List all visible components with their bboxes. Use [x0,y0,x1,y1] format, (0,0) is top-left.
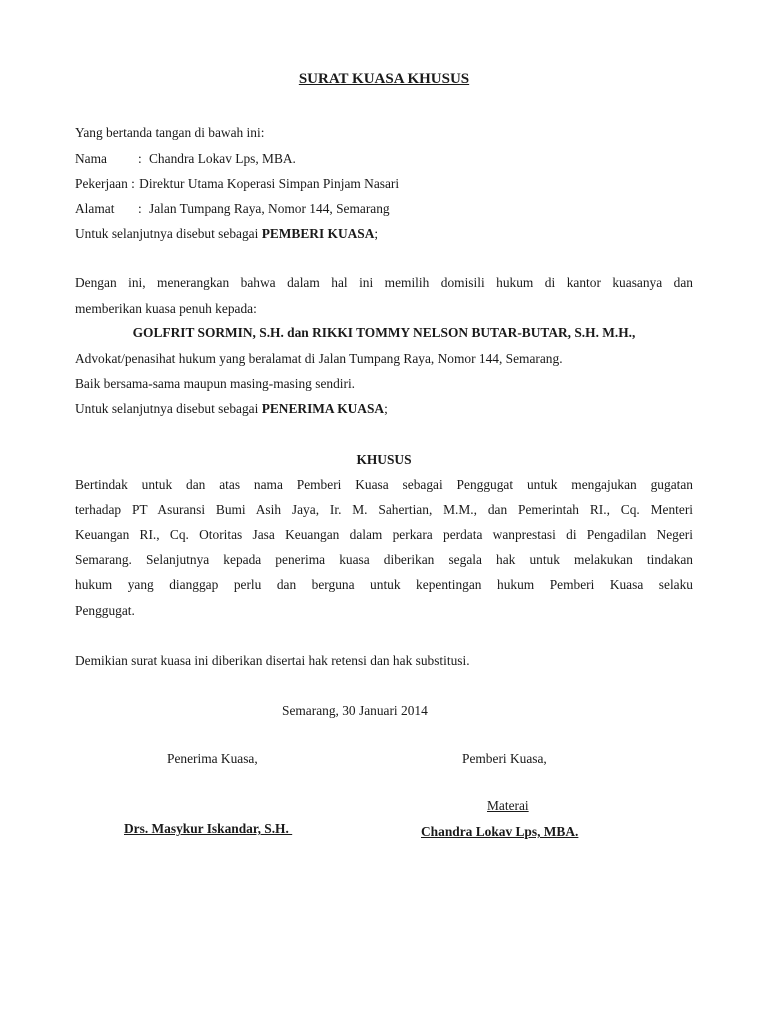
grantor-address-label: Alamat [75,201,115,216]
grantor-refer-prefix: Untuk selanjutnya disebut sebagai [75,226,262,241]
grantor-name-row [75,151,296,167]
special-line-2: terhadap PT Asuransi Bumi Asih Jaya, Ir. M. Sahertian, M.M., dan Pemerintah RI., Cq. Menteri [75,502,693,517]
intro-line: Yang bertanda tangan di bawah ini: [75,125,265,140]
statement-line-2: memberikan kuasa penuh kepada: [75,301,257,316]
grantor-address-sep: : [138,201,142,216]
grantor-address-row [75,201,390,217]
jointly-line: Baik bersama-sama maupun masing-masing sendiri. [75,376,356,391]
grantor-refer-bold: PEMBERI KUASA [261,226,375,241]
recipient-refer-suffix: ; [384,401,388,416]
grantor-address-value: Jalan Tumpang Raya, Nomor 144, Semarang [149,201,390,216]
closing-line: Demikian surat kuasa ini diberikan disertai hak retensi dan hak substitusi. [75,653,470,668]
special-line-3: Keuangan RI., Cq. Otoritas Jasa Keuangan dalam perkara perdata wanprestasi di Pengadilan Negeri [75,527,693,542]
grantor-name-label: Nama [75,151,107,166]
advocate-line: Advokat/penasihat hukum yang beralamat di Jalan Tumpang Raya, Nomor 144, Semarang. [75,351,563,366]
giver-name: Chandra Lokav Lps, MBA. [421,824,579,839]
special-line-5: hukum yang dianggap perlu dan berguna untuk kepentingan hukum Pemberi Kuasa selaku [75,577,693,592]
grantor-job-sep: : [131,176,135,191]
grantor-job-row [75,176,399,192]
stamp-label: Materai [487,798,529,813]
special-line-1: Bertindak untuk dan atas nama Pemberi Kuasa sebagai Penggugat untuk mengajukan gugatan [75,477,693,492]
attorneys-names: GOLFRIT SORMIN, S.H. dan RIKKI TOMMY NELSON BUTAR-BUTAR, S.H. M.H., [132,325,636,340]
special-line-4: Semarang. Selanjutnya kepada penerima kuasa diberikan segala hak untuk melakukan tindakan [75,552,693,567]
grantor-name-value: Chandra Lokav Lps, MBA. [149,151,296,166]
grantor-name-sep: : [138,151,142,166]
special-line-6: Penggugat. [75,603,135,618]
recipient-refer-bold: PENERIMA KUASA [261,401,385,416]
giver-label: Pemberi Kuasa, [462,751,547,766]
special-heading: KHUSUS [356,452,412,467]
place-date: Semarang, 30 Januari 2014 [282,703,428,718]
grantor-job-value: Direktur Utama Koperasi Simpan Pinjam Nasari [139,176,400,191]
grantor-refer-line [75,226,378,242]
statement-line-1: Dengan ini, menerangkan bahwa dalam hal ini memilih domisili hukum di kantor kuasanya dan [75,275,693,290]
grantor-refer-suffix: ; [374,226,379,241]
recipient-refer-prefix: Untuk selanjutnya disebut sebagai [75,401,262,416]
document-title: SURAT KUASA KHUSUS [298,71,470,87]
recipient-label: Penerima Kuasa, [167,751,258,766]
recipient-refer-line [75,401,388,417]
recipient-name: Drs. Masykur Iskandar, S.H. [124,821,293,836]
grantor-job-label: Pekerjaan [75,176,128,191]
